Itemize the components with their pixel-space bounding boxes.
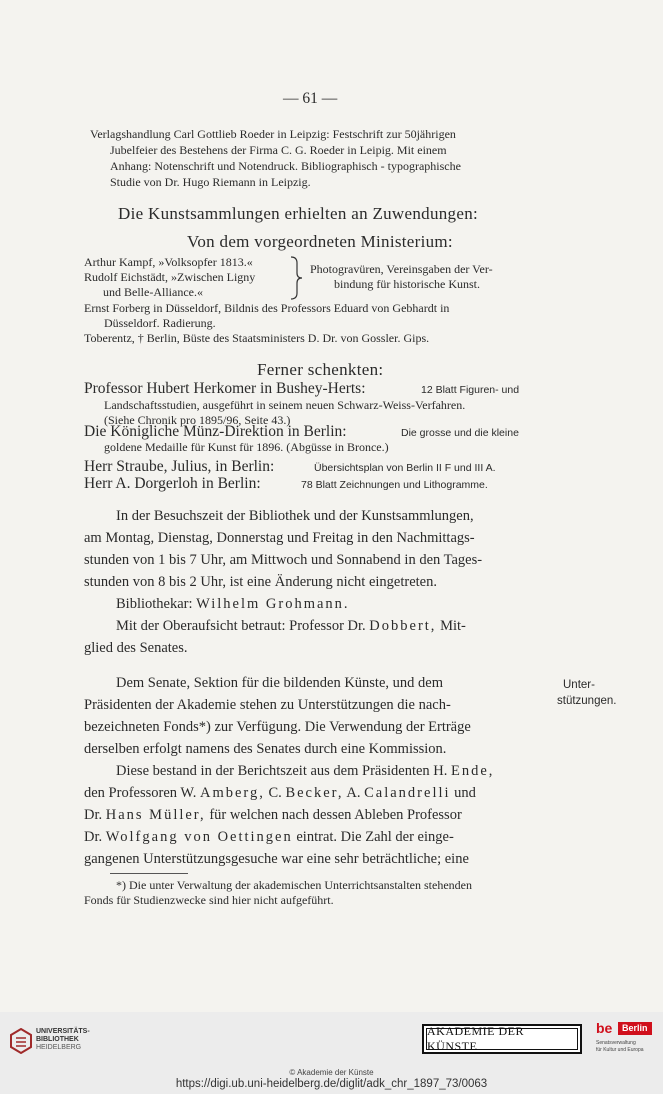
- heading-donors: Ferner schenkten:: [257, 360, 384, 379]
- copyright: © Akademie der Künste: [289, 1068, 374, 1077]
- name-calandrelli: Calandrelli: [364, 785, 451, 801]
- page-number: — 61 —: [283, 90, 338, 107]
- supervision-line-2: glied des Senates.: [84, 640, 188, 656]
- word-und: und: [454, 785, 476, 801]
- name-becker: Becker,: [285, 785, 344, 801]
- commission-text-4: eintrat. Die Zahl der einge-: [296, 829, 454, 845]
- supervision-line-1: [116, 618, 466, 635]
- commission-text-3: für welchen nach dessen Ableben Professor: [209, 807, 462, 823]
- footnote-line-1: *) Die unter Verwaltung der akademischen Unterrichtsanstalten stehenden: [116, 878, 472, 892]
- berlin-sub-2: für Kultur und Europa: [596, 1047, 644, 1053]
- brace-right: [289, 256, 303, 300]
- permalink[interactable]: https://digi.ub.uni-heidelberg.de/diglit/adk_chr_1897_73/0063: [175, 1078, 488, 1090]
- straube-name: Herr Straube, Julius, in Berlin:: [84, 458, 275, 475]
- title-dr-1: Dr.: [84, 807, 103, 823]
- commission-line-1: [116, 763, 494, 780]
- visit-line-1: In der Besuchszeit der Bibliothek und der Kunstsammlungen,: [116, 508, 474, 524]
- name-amberg: Amberg,: [200, 785, 265, 801]
- berlin-logo-text: Berlin: [622, 1023, 648, 1033]
- visit-line-4: stunden von 8 bis 2 Uhr, ist eine Änderung nicht eingetreten.: [84, 574, 437, 590]
- verlag-line-1: Verlagshandlung Carl Gottlieb Roeder in Leipzig: Festschrift zur 50jährigen: [90, 127, 456, 141]
- ministry-left-1: Arthur Kampf, »Volksopfer 1813.«: [84, 255, 253, 269]
- heading-ministry: Von dem vorgeordneten Ministerium:: [187, 232, 453, 251]
- commission-line-5: gangenen Unterstützungsgesuche war eine sehr beträchtliche; eine: [84, 851, 469, 867]
- margin-note-1: Unter-: [563, 679, 595, 691]
- ministry-left-2: Rudolf Eichstädt, »Zwischen Ligny: [84, 270, 256, 284]
- commission-text-2: den Professoren W.: [84, 785, 197, 801]
- librarian-line: [116, 596, 350, 613]
- herkomer-name: Professor Hubert Herkomer in Bushey-Herts:: [84, 380, 366, 397]
- berlin-sub-1: Senatsverwaltung: [596, 1040, 636, 1046]
- visit-line-3: stunden von 1 bis 7 Uhr, am Mittwoch und Sonnabend in den Tages-: [84, 552, 483, 568]
- librarian-label: Bibliothekar:: [116, 596, 193, 612]
- commission-text-1: Diese bestand in der Berichtszeit aus dem Präsidenten H.: [116, 763, 448, 779]
- supervision-hyphen: Mit-: [440, 618, 466, 634]
- verlag-line-4: Studie von Dr. Hugo Riemann in Leipzig.: [110, 175, 311, 189]
- berlin-logo[interactable]: [596, 1020, 654, 1064]
- herkomer-desc: 12 Blatt Figuren- und: [421, 384, 520, 396]
- margin-note-2: stützungen.: [557, 695, 617, 707]
- verlag-line-2: Jubelfeier des Bestehens der Firma C. G. Roeder in Leipig. Mit einem: [110, 143, 447, 157]
- name-oettingen: Wolfgang von Oettingen: [105, 829, 293, 845]
- visit-line-2: am Montag, Dienstag, Donnerstag und Freitag in den Nachmittags-: [84, 530, 475, 546]
- footnote-line-2: Fonds für Studienzwecke sind hier nicht aufgeführt.: [84, 893, 334, 907]
- forberg-line-2: Düsseldorf. Radierung.: [104, 316, 216, 330]
- uni-line-3: HEIDELBERG: [36, 1044, 82, 1051]
- senate-line-1: Dem Senate, Sektion für die bildenden Künste, und dem: [116, 675, 443, 691]
- footer-bar: [0, 1012, 663, 1094]
- toberentz-line: Toberentz, † Berlin, Büste des Staatsministers D. Dr. von Gossler. Gips.: [84, 331, 430, 345]
- uni-line-2: BIBLIOTHEK: [36, 1036, 79, 1043]
- senate-line-2: Präsidenten der Akademie stehen zu Unterstützungen die nach-: [84, 697, 451, 713]
- forberg-line-1: Ernst Forberg in Düsseldorf, Bildnis des Professors Eduard von Gebhardt in: [84, 301, 450, 315]
- herkomer-line-3: (Siehe Chronik pro 1895/96, Seite 43.): [104, 413, 291, 427]
- ministry-right-1: Photogravüren, Vereinsgaben der Ver-: [310, 262, 493, 276]
- ministry-right-2: bindung für historische Kunst.: [334, 277, 480, 291]
- heading-main: Die Kunstsammlungen erhielten an Zuwendungen:: [118, 204, 479, 223]
- name-mueller: Hans Müller,: [105, 807, 206, 823]
- berlin-be-mark: be: [596, 1020, 613, 1036]
- ministry-left-3: und Belle-Alliance.«: [103, 285, 203, 299]
- dorgerloh-name: Herr A. Dorgerloh in Berlin:: [84, 475, 261, 492]
- supervision-name: Dobbert,: [369, 618, 437, 634]
- muenz-line-2: goldene Medaille für Kunst für 1896. (Abgüsse in Bronce.): [104, 440, 389, 454]
- herkomer-line-2: Landschaftsstudien, ausgeführt in seinem neuen Schwarz-Weiss-Verfahren.: [104, 398, 466, 412]
- verlag-line-3: Anhang: Notenschrift und Notendruck. Bibliographisch - typographische: [110, 159, 461, 173]
- initial-a: A.: [346, 785, 361, 801]
- muenz-name: Die Königliche Münz-Direktion in Berlin:: [84, 423, 347, 440]
- name-ende: Ende,: [451, 763, 495, 779]
- supervision-text: Mit der Oberaufsicht betraut: Professor Dr.: [116, 618, 366, 634]
- footnote-rule: [110, 873, 188, 874]
- uni-heidelberg-logo-icon[interactable]: [10, 1028, 32, 1054]
- akademie-logo[interactable]: [422, 1024, 582, 1054]
- muenz-desc: Die grosse und die kleine: [401, 427, 519, 439]
- commission-line-4: [84, 829, 454, 846]
- akademie-logo-text: AKADEMIE DER KÜNSTE: [427, 1024, 524, 1053]
- initial-c: C.: [268, 785, 282, 801]
- librarian-name: Wilhelm Grohmann.: [196, 596, 350, 612]
- senate-line-4: derselben erfolgt namens des Senates durch eine Kommission.: [84, 741, 447, 757]
- commission-line-3: [84, 807, 462, 824]
- commission-line-2: [84, 785, 476, 802]
- senate-line-3: bezeichneten Fonds*) zur Verfügung. Die Verwendung der Erträge: [84, 719, 471, 735]
- title-dr-2: Dr.: [84, 829, 103, 845]
- dorgerloh-desc: 78 Blatt Zeichnungen und Lithogramme.: [301, 479, 488, 491]
- uni-line-1: UNIVERSITÄTS-: [36, 1028, 90, 1035]
- straube-desc: Übersichtsplan von Berlin II F und III A.: [314, 462, 496, 474]
